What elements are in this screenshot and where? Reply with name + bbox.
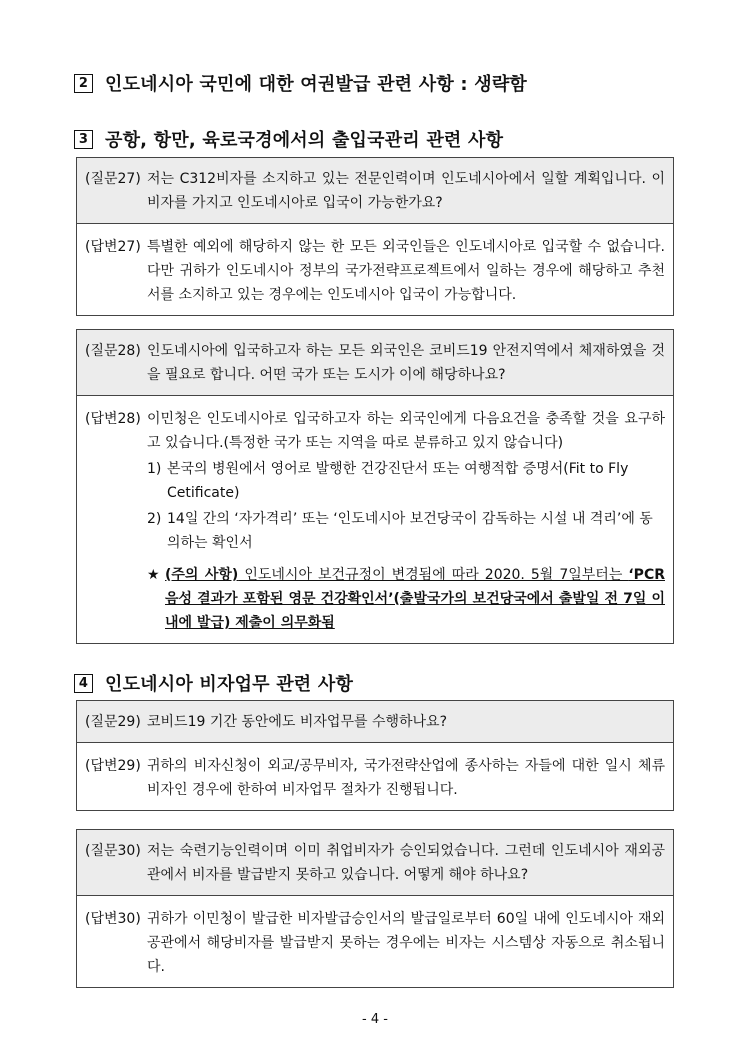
question-tag: (질문29) xyxy=(85,714,141,730)
section-number: 3 xyxy=(74,130,93,149)
section-heading-3 xyxy=(74,126,503,152)
page-number: - 4 - xyxy=(362,1012,388,1027)
answer-text: 귀하가 이민청이 발급한 비자발급승인서의 발급일로부터 60일 내에 인도네시아 재외공관에서 해당비자를 발급받지 못하는 경우에는 비자는 시스템상 자동으로 취소됩니다. xyxy=(147,911,665,975)
answer-28 xyxy=(77,396,673,643)
answer-27 xyxy=(77,224,673,315)
question-text: 코비드19 기간 동안에도 비자업무를 수행하나요? xyxy=(147,714,448,730)
section-title: 공항, 항만, 육로국경에서의 출입국관리 관련 사항 xyxy=(105,130,504,151)
section-title: 인도네시아 국민에 대한 여권발급 관련 사항 : 생략함 xyxy=(105,74,528,95)
question-tag: (질문28) xyxy=(85,343,141,359)
requirement-item-1 xyxy=(147,457,665,505)
requirement-item-2 xyxy=(147,507,665,555)
qa-box-28 xyxy=(76,329,674,644)
question-28 xyxy=(77,330,673,396)
notice-label: (주의 사항) xyxy=(165,567,239,583)
item-marker: 1) xyxy=(147,461,162,477)
answer-tag: (답변29) xyxy=(85,758,141,774)
answer-tag: (답변28) xyxy=(85,411,141,427)
qa-box-30 xyxy=(76,829,674,988)
item-text: 본국의 병원에서 영어로 발행한 건강진단서 또는 여행적합 증명서(Fit to Fly Cetificate) xyxy=(167,461,629,501)
section-number: 2 xyxy=(74,74,93,93)
notice-body: 인도네시아 보건규정이 변경됨에 따라 2020. 5월 7일부터는 xyxy=(238,567,629,583)
question-text: 저는 숙련기능인력이며 이미 취업비자가 승인되었습니다. 그런데 인도네시아 재외공관에서 비자를 발급받지 못하고 있습니다. 어떻게 해야 하나요? xyxy=(147,843,665,883)
question-27 xyxy=(77,158,673,224)
section-number: 4 xyxy=(74,674,93,693)
answer-30 xyxy=(77,896,673,987)
notice xyxy=(147,563,665,635)
question-text: 인도네시아에 입국하고자 하는 모든 외국인은 코비드19 안전지역에서 체재하였을 것을 필요로 합니다. 어떤 국가 또는 도시가 이에 해당하나요? xyxy=(147,343,665,383)
question-29 xyxy=(77,701,673,743)
star-icon: ★ xyxy=(147,567,160,583)
answer-text: 이민청은 인도네시아로 입국하고자 하는 외국인에게 다음요건을 충족할 것을 요구하고 있습니다.(특정한 국가 또는 지역을 따로 분류하고 있지 않습니다) xyxy=(147,411,665,451)
question-tag: (질문30) xyxy=(85,843,141,859)
section-heading-4 xyxy=(74,670,353,696)
answer-29 xyxy=(77,743,673,810)
answer-text: 특별한 예외에 해당하지 않는 한 모든 외국인들은 인도네시아로 입국할 수 없습니다. 다만 귀하가 인도네시아 정부의 국가전략프로젝트에서 일하는 경우에 해당하고 추천서를 소지하고 있는 경우에는 인도네시아 입국이 가능합니다. xyxy=(147,239,665,303)
section-heading-2 xyxy=(74,70,527,96)
qa-box-27 xyxy=(76,157,674,316)
section-title: 인도네시아 비자업무 관련 사항 xyxy=(105,674,354,695)
answer-text: 귀하의 비자신청이 외교/공무비자, 국가전략산업에 종사하는 자들에 대한 일시 체류비자인 경우에 한하여 비자업무 절차가 진행됩니다. xyxy=(147,758,665,798)
item-marker: 2) xyxy=(147,511,162,527)
notice-emphasis: ‘PCR 음성 결과가 포함된 영문 건강확인서’(출발국가의 보건당국에서 출발일 전 7일 이내에 발급) 제출이 의무화됨 xyxy=(165,567,665,631)
question-30 xyxy=(77,830,673,896)
answer-tag: (답변30) xyxy=(85,911,141,927)
qa-box-29 xyxy=(76,700,674,811)
item-text: 14일 간의 ‘자가격리’ 또는 ‘인도네시아 보건당국이 감독하는 시설 내 격리’에 동의하는 확인서 xyxy=(167,511,653,551)
answer-tag: (답변27) xyxy=(85,239,141,255)
notice-text xyxy=(165,563,665,635)
question-text: 저는 C312비자를 소지하고 있는 전문인력이며 인도네시아에서 일할 계획입니다. 이 비자를 가지고 인도네시아로 입국이 가능한가요? xyxy=(147,171,665,211)
question-tag: (질문27) xyxy=(85,171,141,187)
